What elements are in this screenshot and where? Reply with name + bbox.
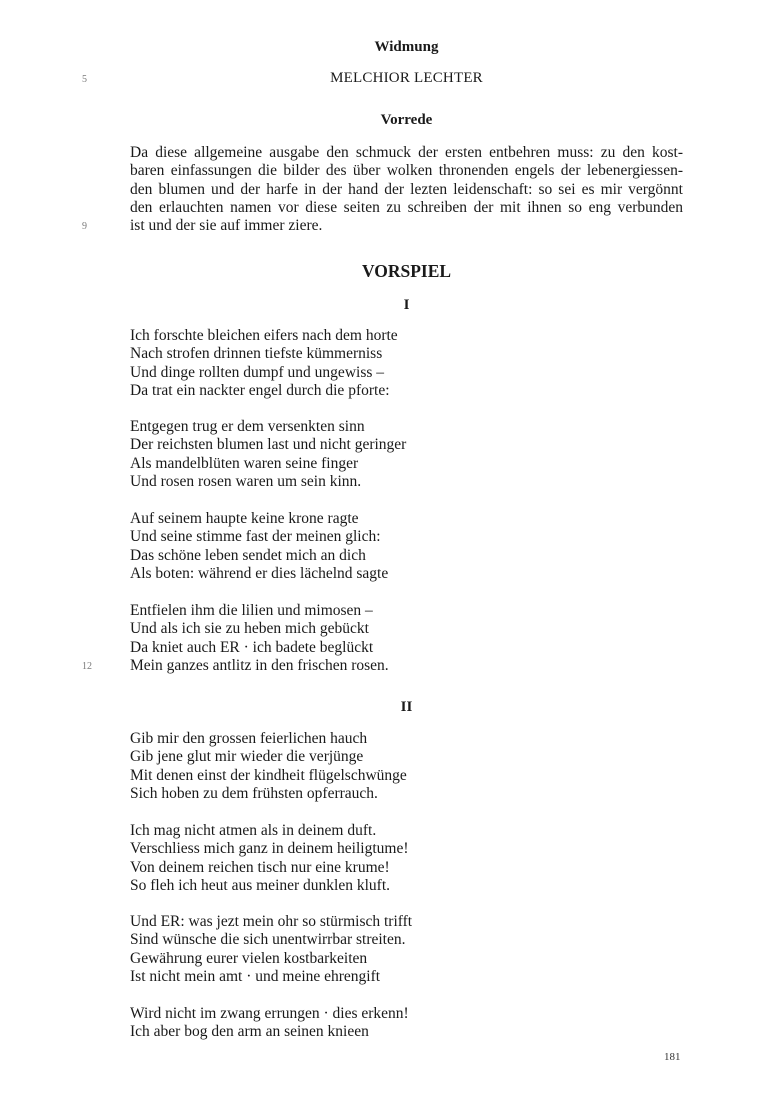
line-number: 9 — [82, 221, 87, 232]
verse-line: Sich hoben zu dem frühsten opferrauch. — [130, 784, 378, 802]
stanza — [130, 1005, 409, 1042]
verse-line: Da trat ein nackter engel durch die pforte: — [130, 381, 390, 399]
text-line: den erlauchten namen vor diese seiten zu schreiben der mit ihnen so eng verbunden — [130, 198, 683, 216]
verse-line: Wird nicht im zwang errungen · dies erkenn! — [130, 1005, 409, 1022]
verse-line: Und als ich sie zu heben mich gebückt — [130, 620, 369, 638]
verse-line: Auf seinem haupte keine krone ragte — [130, 510, 359, 527]
text-line: Da diese allgemeine ausgabe den schmuck der ersten entbehren muss: zu den kost- — [130, 144, 683, 161]
section-numeral-i: I — [403, 297, 410, 313]
stanza — [130, 418, 406, 491]
stanza — [130, 822, 409, 895]
line-number: 12 — [82, 661, 92, 672]
verse-line: Verschliess mich ganz in deinem heiligtume! — [130, 840, 409, 858]
verse-line: Als mandelblüten waren seine finger — [130, 454, 359, 472]
verse-line: Gewährung eurer vielen kostbarkeiten — [130, 949, 368, 967]
verse-line: Und seine stimme fast der meinen glich: — [130, 528, 381, 546]
verse-line: Da kniet auch ER · ich badete beglückt — [130, 638, 374, 656]
stanza — [130, 602, 389, 675]
stanza — [130, 327, 398, 400]
heading-vorrede: Vorrede — [380, 112, 433, 128]
verse-line: Der reichsten blumen last und nicht geringer — [130, 436, 407, 454]
section-numeral-ii: II — [400, 699, 413, 715]
verse-line: Als boten: während er dies lächelnd sagte — [130, 564, 389, 582]
dedicatee-name: MELCHIOR LECHTER — [330, 70, 483, 86]
text-line: ist und der sie auf immer ziere. — [130, 217, 323, 235]
verse-line: Gib jene glut mir wieder die verjünge — [130, 748, 364, 766]
heading-widmung: Widmung — [374, 39, 439, 55]
verse-line: Ist nicht mein amt · und meine ehrengift — [130, 967, 381, 985]
verse-line: Ich forschte bleichen eifers nach dem horte — [130, 327, 398, 344]
page-number: 181 — [664, 1051, 681, 1063]
verse-line: Und ER: was jezt mein ohr so stürmisch trifft — [130, 913, 413, 930]
verse-line: So fleh ich heut aus meiner dunklen kluft. — [130, 876, 390, 894]
stanza — [130, 730, 407, 803]
verse-line: Und rosen rosen waren um sein kinn. — [130, 472, 362, 490]
stanza — [130, 913, 412, 986]
verse-line: Mein ganzes antlitz in den frischen rosen. — [130, 656, 389, 674]
verse-line: Das schöne leben sendet mich an dich — [130, 546, 366, 564]
verse-line: Und dinge rollten dumpf und ungewiss – — [130, 363, 385, 381]
verse-line: Entgegen trug er dem versenkten sinn — [130, 418, 365, 435]
verse-line: Ich aber bog den arm an seinen knieen — [130, 1023, 369, 1041]
verse-line: Gib mir den grossen feierlichen hauch — [130, 730, 368, 747]
verse-line: Sind wünsche die sich unentwirrbar streiten. — [130, 931, 406, 949]
verse-line: Mit denen einst der kindheit flügelschwünge — [130, 766, 407, 784]
verse-line: Von deinem reichen tisch nur eine krume! — [130, 858, 390, 876]
verse-line: Nach strofen drinnen tiefste kümmerniss — [130, 345, 383, 363]
text-line: den blumen und der harfe in der hand der lezten leidenschaft: so sei es mir vergönnt — [130, 180, 683, 198]
vorrede-paragraph — [130, 144, 683, 235]
text-line: baren einfassungen die bilder des über wolken thronenden engels der lebenergiessen- — [130, 162, 683, 180]
verse-line: Entfielen ihm die lilien und mimosen – — [130, 602, 373, 619]
stanza — [130, 510, 388, 583]
verse-line: Ich mag nicht atmen als in deinem duft. — [130, 822, 377, 839]
line-number: 5 — [82, 74, 87, 85]
heading-vorspiel: VORSPIEL — [361, 261, 452, 281]
